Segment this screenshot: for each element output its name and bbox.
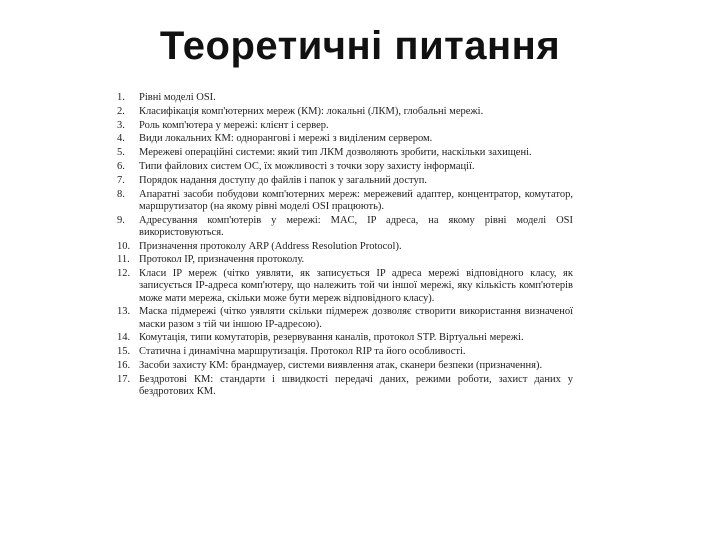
item-number: 14. [117, 332, 131, 344]
list-item [113, 241, 573, 253]
list-item [113, 306, 573, 330]
list-item [113, 332, 573, 344]
list-item [113, 175, 573, 187]
item-text: Адресування комп'ютерів у мережі: MAC, IP адреса, на якому рівні моделі OSI використовуються. [139, 214, 573, 238]
list-item [113, 268, 573, 305]
list-item [113, 120, 573, 132]
item-number: 9. [117, 214, 125, 226]
item-text: Роль комп'ютера у мережі: клієнт і сервер. [139, 119, 329, 131]
item-number: 3. [117, 119, 125, 131]
item-number: 16. [117, 359, 131, 371]
questions-list [113, 92, 573, 400]
item-text: Рівні моделі OSI. [139, 92, 216, 103]
list-item [113, 92, 573, 104]
item-text: Маска підмережі (чітко уявляти скільки підмереж дозволяє створити використання визначеної маски разом з тій чи іншою IP-адресою). [139, 306, 573, 330]
item-text: Комутація, типи комутаторів, резервування каналів, протокол STP. Віртуальні мережі. [139, 332, 524, 344]
item-number: 7. [117, 174, 125, 186]
item-number: 8. [117, 188, 125, 200]
item-number: 1. [117, 92, 125, 103]
list-item [113, 374, 573, 398]
item-text: Види локальних КМ: однорангові і мережі з виділеним сервером. [139, 133, 433, 145]
item-number: 5. [117, 147, 125, 159]
item-number: 10. [117, 240, 131, 252]
list-item [113, 254, 573, 266]
item-number: 11. [117, 254, 130, 266]
item-text: Бездротові КМ: стандарти і швидкості передачі даних, режими роботи, захист даних у бездротових КМ. [139, 373, 573, 397]
list-item [113, 133, 573, 145]
item-text: Порядок надання доступу до файлів і папок у загальний доступ. [139, 174, 427, 186]
item-text: Засоби захисту КМ: брандмауер, системи виявлення атак, сканери безпеки (призначення). [139, 359, 543, 371]
item-text: Типи файлових систем ОС, їх можливості з точки зору захисту інформації. [139, 160, 475, 172]
list-item [113, 215, 573, 239]
item-text: Протокол IP, призначення протоколу. [139, 254, 305, 266]
item-number: 4. [117, 133, 125, 145]
list-item [113, 106, 573, 118]
slide-title: Теоретичні питання [159, 24, 561, 68]
list-item [113, 360, 573, 372]
item-number: 17. [117, 373, 131, 385]
list-item [113, 161, 573, 173]
item-text: Статична і динамічна маршрутизація. Протокол RIP та його особливості. [139, 346, 466, 358]
list-item [113, 147, 573, 159]
item-text: Призначення протоколу ARP (Address Resolution Protocol). [139, 240, 402, 252]
list-item [113, 189, 573, 213]
item-text: Апаратні засоби побудови комп'ютерних мереж: мережевий адаптер, концентратор, комутатор, маршрутизатор (на якому рівні моделі OSI працюють). [139, 188, 573, 212]
list-item [113, 346, 573, 358]
item-number: 13. [117, 306, 131, 318]
item-text: Класи IP мереж (чітко уявляти, як записується IP адреса мережі відповідного класу, як записується IP-адреса комп'ютеру, що належить той чи іншої мережі, яку кількість комп'ютерів може мати мережа, скільки може бути мереж відповідного класу). [139, 268, 573, 304]
item-number: 15. [117, 346, 131, 358]
item-text: Мережеві операційні системи: який тип ЛКМ дозволяють зробити, наскільки захищені. [139, 147, 532, 159]
item-text: Класифікація комп'ютерних мереж (КМ): локальні (ЛКМ), глобальні мережі. [139, 105, 484, 117]
item-number: 6. [117, 160, 125, 172]
item-number: 2. [117, 105, 125, 117]
item-number: 12. [117, 268, 131, 280]
